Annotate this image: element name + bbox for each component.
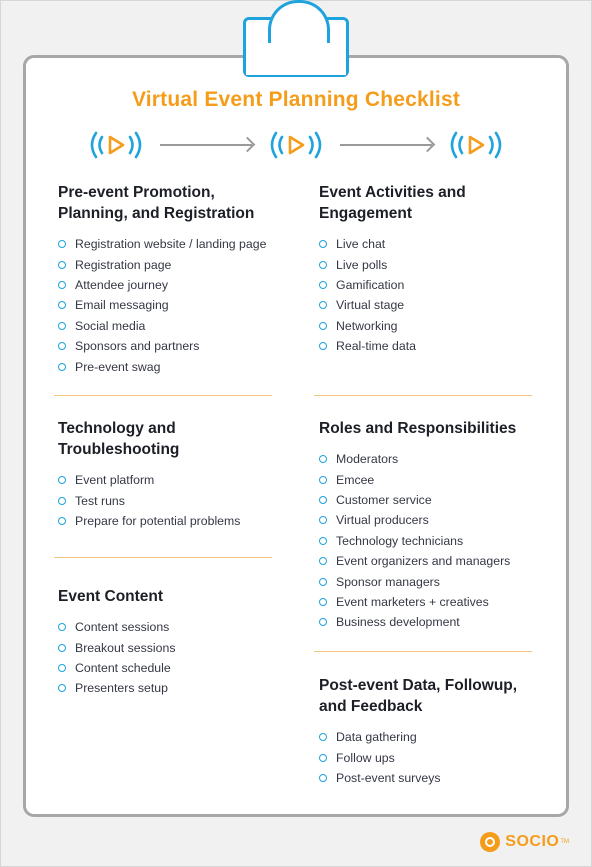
- list-item[interactable]: [319, 449, 516, 469]
- circle-bullet-icon: [58, 363, 66, 371]
- item-label: Technology technicians: [336, 533, 464, 548]
- logo-text: SOCIO: [505, 833, 560, 850]
- item-label: Data gathering: [336, 730, 417, 745]
- checklist: [319, 234, 466, 356]
- item-label: Email messaging: [75, 298, 169, 313]
- list-item[interactable]: [319, 469, 516, 489]
- item-label: Social media: [75, 318, 146, 333]
- item-label: Business development: [336, 615, 460, 630]
- circle-bullet-icon: [319, 516, 327, 524]
- section-roles: [319, 418, 516, 633]
- checklist: [58, 234, 266, 377]
- checklist: [58, 617, 175, 699]
- circle-bullet-icon: [58, 322, 66, 330]
- item-label: Test runs: [75, 493, 125, 508]
- item-label: Pre-event swag: [75, 359, 161, 374]
- list-item[interactable]: [58, 275, 266, 295]
- list-item[interactable]: [319, 254, 466, 274]
- item-label: Event marketers + creatives: [336, 594, 489, 609]
- section-title-line: Technology and: [58, 420, 176, 437]
- circle-bullet-icon: [58, 301, 66, 309]
- circle-bullet-icon: [319, 342, 327, 350]
- circle-bullet-icon: [319, 557, 327, 565]
- item-label: Networking: [336, 318, 398, 333]
- list-item[interactable]: [58, 295, 266, 315]
- list-item[interactable]: [319, 316, 466, 336]
- circle-bullet-icon: [319, 322, 327, 330]
- item-label: Virtual stage: [336, 298, 405, 313]
- section-title-line: Post-event Data, Followup,: [319, 677, 518, 694]
- item-label: Customer service: [336, 492, 432, 507]
- circle-bullet-icon: [319, 455, 327, 463]
- circle-bullet-icon: [319, 578, 327, 586]
- section-post-event: [319, 675, 517, 788]
- checklist: [58, 470, 240, 531]
- item-label: Event organizers and managers: [336, 554, 511, 569]
- item-label: Live chat: [336, 237, 386, 252]
- circle-bullet-icon: [319, 496, 327, 504]
- list-item[interactable]: [58, 490, 240, 510]
- circle-bullet-icon: [58, 240, 66, 248]
- item-label: Registration website / landing page: [75, 237, 267, 252]
- circle-bullet-icon: [58, 342, 66, 350]
- section-title-line: Pre-event Promotion,: [58, 184, 215, 201]
- section-event-activities: [319, 182, 466, 356]
- section-title: [319, 675, 517, 717]
- circle-bullet-icon: [319, 281, 327, 289]
- list-item[interactable]: [58, 316, 266, 336]
- item-label: Emcee: [336, 472, 375, 487]
- circle-bullet-icon: [58, 623, 66, 631]
- item-label: Moderators: [336, 452, 399, 467]
- item-label: Content sessions: [75, 620, 170, 635]
- item-label: Registration page: [75, 257, 172, 272]
- circle-bullet-icon: [58, 644, 66, 652]
- list-item[interactable]: [319, 592, 516, 612]
- arrow-right-icon: [160, 144, 252, 146]
- section-title-line: Event Activities and: [319, 184, 466, 201]
- list-item[interactable]: [58, 678, 175, 698]
- socio-logo: [480, 832, 569, 852]
- list-item[interactable]: [319, 612, 516, 632]
- list-item[interactable]: [319, 571, 516, 591]
- circle-bullet-icon: [319, 476, 327, 484]
- section-title-line: Roles and Responsibilities: [319, 420, 517, 437]
- item-label: Attendee journey: [75, 277, 168, 292]
- circle-bullet-icon: [58, 476, 66, 484]
- list-item[interactable]: [58, 617, 175, 637]
- circle-bullet-icon: [319, 618, 327, 626]
- section-title-line: Event Content: [58, 588, 164, 605]
- list-item[interactable]: [58, 336, 266, 356]
- checklist: [319, 449, 516, 633]
- list-item[interactable]: [58, 356, 266, 376]
- item-label: Virtual producers: [336, 513, 429, 528]
- circle-bullet-icon: [319, 598, 327, 606]
- section-title-line: and Feedback: [319, 698, 423, 715]
- logo-trademark: TM: [560, 839, 569, 845]
- circle-bullet-icon: [319, 537, 327, 545]
- list-item[interactable]: [58, 637, 175, 657]
- clipboard-clip-mask: [246, 53, 346, 75]
- list-item[interactable]: [58, 234, 266, 254]
- section-divider: [54, 557, 272, 558]
- item-label: Breakout sessions: [75, 640, 176, 655]
- circle-bullet-icon: [319, 754, 327, 762]
- broadcast-play-icon: [446, 128, 506, 162]
- section-event-content: [58, 586, 175, 699]
- circle-bullet-icon: [58, 261, 66, 269]
- list-item[interactable]: [319, 275, 466, 295]
- list-item[interactable]: [58, 658, 175, 678]
- arrow-right-icon: [340, 144, 432, 146]
- circle-bullet-icon: [58, 497, 66, 505]
- list-item[interactable]: [319, 531, 516, 551]
- socio-logo-icon: [480, 832, 500, 852]
- section-title: [58, 418, 240, 460]
- circle-bullet-icon: [319, 240, 327, 248]
- section-technology: [58, 418, 240, 531]
- list-item[interactable]: [319, 295, 466, 315]
- checklist: [319, 727, 517, 788]
- item-label: Sponsors and partners: [75, 339, 200, 354]
- item-label: Post-event surveys: [336, 770, 441, 785]
- list-item[interactable]: [319, 727, 517, 747]
- list-item[interactable]: [319, 234, 466, 254]
- list-item[interactable]: [319, 336, 466, 356]
- circle-bullet-icon: [319, 733, 327, 741]
- circle-bullet-icon: [319, 261, 327, 269]
- item-label: Prepare for potential problems: [75, 513, 241, 528]
- list-item[interactable]: [58, 511, 240, 531]
- section-title: [58, 182, 266, 224]
- circle-bullet-icon: [58, 684, 66, 692]
- section-title-line: Troubleshooting: [58, 441, 180, 458]
- list-item[interactable]: [319, 551, 516, 571]
- item-label: Real-time data: [336, 339, 416, 354]
- section-divider: [314, 651, 532, 652]
- list-item[interactable]: [319, 510, 516, 530]
- section-title: [319, 418, 516, 439]
- item-label: Gamification: [336, 277, 405, 292]
- section-divider: [54, 395, 272, 396]
- circle-bullet-icon: [58, 517, 66, 525]
- list-item[interactable]: [58, 254, 266, 274]
- item-label: Content schedule: [75, 660, 171, 675]
- list-item[interactable]: [319, 490, 516, 510]
- circle-bullet-icon: [58, 281, 66, 289]
- section-title-line: Planning, and Registration: [58, 205, 255, 222]
- broadcast-play-icon: [86, 128, 146, 162]
- item-label: Live polls: [336, 257, 388, 272]
- item-label: Event platform: [75, 473, 155, 488]
- section-divider: [314, 395, 532, 396]
- section-pre-event: [58, 182, 266, 377]
- list-item[interactable]: [58, 470, 240, 490]
- section-title-line: Engagement: [319, 205, 413, 222]
- circle-bullet-icon: [319, 301, 327, 309]
- list-item[interactable]: [319, 747, 517, 767]
- broadcast-play-icon: [266, 128, 326, 162]
- list-item[interactable]: [319, 768, 517, 788]
- section-title: [319, 182, 466, 224]
- circle-bullet-icon: [319, 774, 327, 782]
- circle-bullet-icon: [58, 664, 66, 672]
- item-label: Follow ups: [336, 750, 395, 765]
- page-title: Virtual Event Planning Checklist: [131, 88, 461, 111]
- item-label: Presenters setup: [75, 681, 168, 696]
- item-label: Sponsor managers: [336, 574, 440, 589]
- section-title: [58, 586, 175, 607]
